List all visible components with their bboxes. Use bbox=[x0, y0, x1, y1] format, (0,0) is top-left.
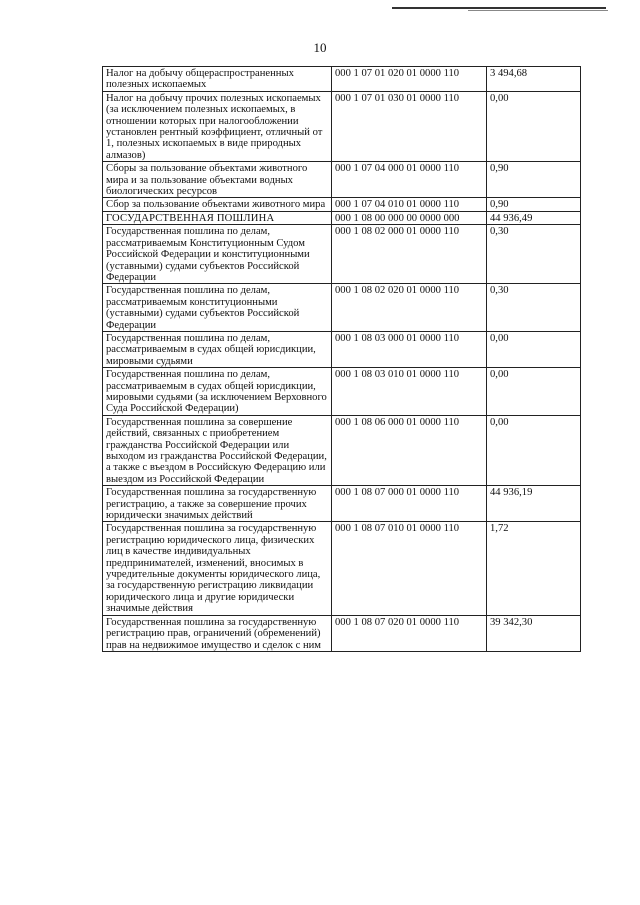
row-code: 000 1 07 01 030 01 0000 110 bbox=[332, 91, 487, 161]
row-code: 000 1 08 03 000 01 0000 110 bbox=[332, 331, 487, 367]
row-name: Сбор за пользование объектами животного мира bbox=[103, 198, 332, 211]
row-sum: 0,00 bbox=[487, 331, 581, 367]
table-row bbox=[103, 91, 581, 161]
budget-table bbox=[102, 66, 581, 652]
row-sum: 0,30 bbox=[487, 225, 581, 284]
row-name: Государственная пошлина за государственную регистрацию, а также за совершение прочих юридически значимых действий bbox=[103, 486, 332, 522]
row-name: Налог на добычу прочих полезных ископаемых (за исключением полезных ископаемых, в отношении которых при налогообложении установлен рентный коэффициент, отличный от 1, полезных ископаемых в виде природных алмазов) bbox=[103, 91, 332, 161]
row-code: 000 1 08 02 020 01 0000 110 bbox=[332, 284, 487, 332]
row-code: 000 1 07 04 010 01 0000 110 bbox=[332, 198, 487, 211]
row-sum: 0,00 bbox=[487, 91, 581, 161]
table-row bbox=[103, 331, 581, 367]
row-name: Государственная пошлина по делам, рассматриваемым конституционными (уставными) судами субъектов Российской Федерации bbox=[103, 284, 332, 332]
table-row bbox=[103, 198, 581, 211]
row-sum: 3 494,68 bbox=[487, 67, 581, 92]
row-code: 000 1 07 04 000 01 0000 110 bbox=[332, 162, 487, 198]
table-row bbox=[103, 284, 581, 332]
row-sum: 0,00 bbox=[487, 415, 581, 485]
row-name: Сборы за пользование объектами животного мира и за пользование объектами водных биологических ресурсов bbox=[103, 162, 332, 198]
table-row bbox=[103, 615, 581, 651]
row-name: Государственная пошлина за совершение действий, связанных с приобретением гражданства Российской Федерации или выходом из гражданства Российской Федерации, а также с въездом в Российскую Федерацию или выездом из Российской Федерации bbox=[103, 415, 332, 485]
row-code: 000 1 08 02 000 01 0000 110 bbox=[332, 225, 487, 284]
row-name: Государственная пошлина по делам, рассматриваемым в судах общей юрисдикции, мировыми судьями (за исключением Верховного Суда Российской Федерации) bbox=[103, 368, 332, 416]
row-sum: 0,00 bbox=[487, 368, 581, 416]
row-sum: 0,30 bbox=[487, 284, 581, 332]
row-sum: 39 342,30 bbox=[487, 615, 581, 651]
table-row bbox=[103, 368, 581, 416]
row-sum: 0,90 bbox=[487, 162, 581, 198]
table-row bbox=[103, 486, 581, 522]
table-row-section bbox=[103, 211, 581, 224]
table-row bbox=[103, 162, 581, 198]
table-row bbox=[103, 522, 581, 615]
row-code: 000 1 08 07 000 01 0000 110 bbox=[332, 486, 487, 522]
row-name: Государственная пошлина за государственную регистрацию прав, ограничений (обременений) прав на недвижимое имущество и сделок с ним bbox=[103, 615, 332, 651]
row-sum: 44 936,49 bbox=[487, 211, 581, 224]
row-name: ГОСУДАРСТВЕННАЯ ПОШЛИНА bbox=[103, 211, 332, 224]
row-code: 000 1 08 06 000 01 0000 110 bbox=[332, 415, 487, 485]
row-sum: 44 936,19 bbox=[487, 486, 581, 522]
row-code: 000 1 08 03 010 01 0000 110 bbox=[332, 368, 487, 416]
row-name: Государственная пошлина по делам, рассматриваемым Конституционным Судом Российской Федерации и конституционными (уставными) судами субъектов Российской Федерации bbox=[103, 225, 332, 284]
table-row bbox=[103, 415, 581, 485]
table-row bbox=[103, 67, 581, 92]
row-name: Государственная пошлина за государственную регистрацию юридического лица, физических лиц в качестве индивидуальных предпринимателей, изменений, вносимых в учредительные документы юридического лица, за государственную регистрацию ликвидации юридического лица и другие юридически значимые действия bbox=[103, 522, 332, 615]
row-sum: 1,72 bbox=[487, 522, 581, 615]
table-row bbox=[103, 225, 581, 284]
row-name: Государственная пошлина по делам, рассматриваемым в судах общей юрисдикции, мировыми судьями bbox=[103, 331, 332, 367]
row-code: 000 1 07 01 020 01 0000 110 bbox=[332, 67, 487, 92]
row-name: Налог на добычу общераспространенных полезных ископаемых bbox=[103, 67, 332, 92]
row-code: 000 1 08 07 020 01 0000 110 bbox=[332, 615, 487, 651]
row-sum: 0,90 bbox=[487, 198, 581, 211]
page-number: 10 bbox=[313, 40, 327, 55]
top-rule-thin bbox=[468, 10, 608, 11]
row-code: 000 1 08 00 000 00 0000 000 bbox=[332, 211, 487, 224]
row-code: 000 1 08 07 010 01 0000 110 bbox=[332, 522, 487, 615]
top-rule bbox=[392, 7, 606, 9]
